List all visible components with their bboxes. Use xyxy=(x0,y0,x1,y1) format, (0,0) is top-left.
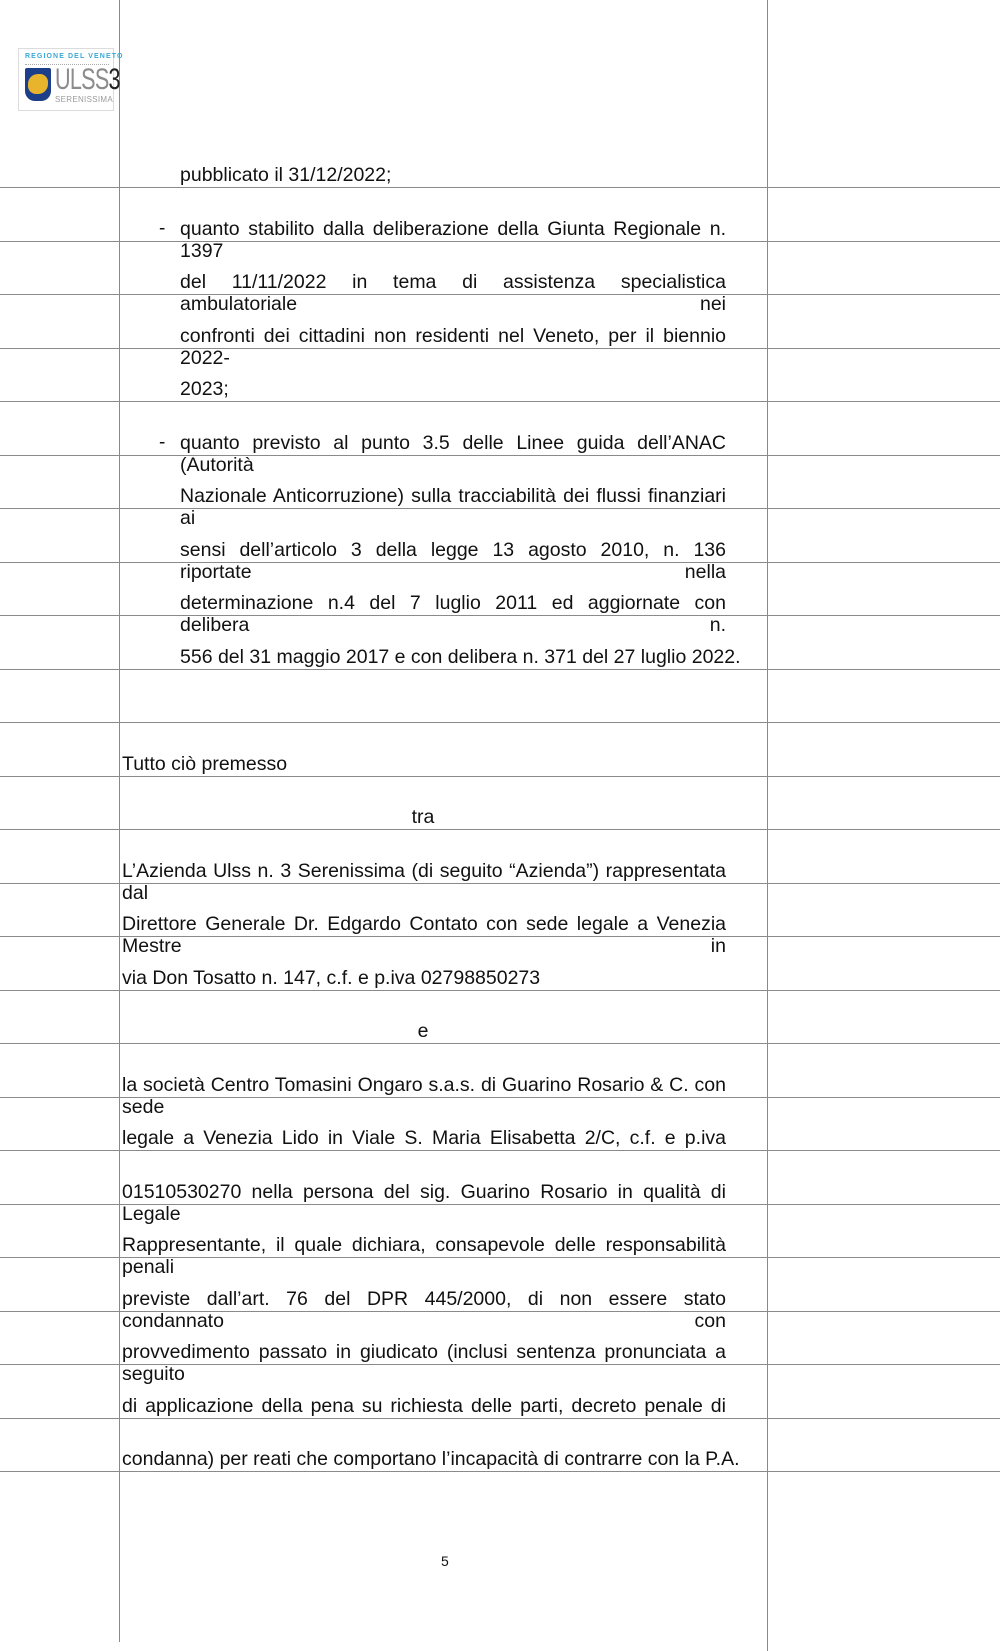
text-line: Tutto ciò premesso xyxy=(122,752,288,775)
ruled-line xyxy=(0,669,1000,670)
ruled-line xyxy=(0,1043,1000,1044)
ruled-line xyxy=(0,1150,1000,1151)
text-line: sensi dell’articolo 3 della legge 13 agosto 2010, n. 136 riportate nella xyxy=(180,538,726,583)
ruled-line xyxy=(0,241,1000,242)
logo-region-text: REGIONE DEL VENETO xyxy=(25,53,124,60)
text-line: del 11/11/2022 in tema di assistenza specialistica ambulatoriale nei xyxy=(180,271,726,315)
text-line: pubblicato il 31/12/2022; xyxy=(180,164,392,186)
text-line: previste dall’art. 76 del DPR 445/2000, di non essere stato condannato con xyxy=(122,1287,726,1332)
ruled-line xyxy=(0,187,1000,188)
text-line: 2023; xyxy=(180,378,229,400)
logo-subtitle: SERENISSIMA xyxy=(55,95,113,104)
text-line: determinazione n.4 del 7 luglio 2011 ed aggiornate con delibera n. xyxy=(180,592,726,636)
ruled-line xyxy=(0,990,1000,991)
ruled-line xyxy=(0,455,1000,456)
text-line: la società Centro Tomasini Ongaro s.a.s. di Guarino Rosario & C. con sede xyxy=(122,1073,726,1118)
ruled-line xyxy=(0,508,1000,509)
text-line: condanna) per reati che comportano l’incapacità di contrarre con la P.A. xyxy=(122,1448,740,1470)
text-line: di applicazione della pena su richiesta delle parti, decreto penale di xyxy=(122,1394,726,1417)
logo-name: ULSS3 xyxy=(55,63,120,96)
ruled-line xyxy=(0,1471,1000,1472)
page-number: 5 xyxy=(441,1553,449,1569)
ruled-line xyxy=(0,348,1000,349)
text-line: quanto stabilito dalla deliberazione della Giunta Regionale n. 1397 xyxy=(180,217,726,262)
lion-crest-icon xyxy=(25,68,51,101)
ruled-line xyxy=(0,829,1000,830)
text-line: Nazionale Anticorruzione) sulla tracciabilità dei flussi finanziari ai xyxy=(180,485,726,529)
ruled-line xyxy=(0,883,1000,884)
ruled-line xyxy=(0,776,1000,777)
ruled-line xyxy=(0,1418,1000,1419)
text-line: quanto previsto al punto 3.5 delle Linee guida dell’ANAC (Autorità xyxy=(180,431,726,476)
text-line: 01510530270 nella persona del sig. Guarino Rosario in qualità di Legale xyxy=(122,1180,726,1225)
text-line: confronti dei cittadini non residenti nel Veneto, per il biennio 2022- xyxy=(180,324,726,369)
centered-connector: tra xyxy=(411,806,435,828)
bullet-dash: - xyxy=(159,431,166,453)
ruled-line xyxy=(0,722,1000,723)
text-line: 556 del 31 maggio 2017 e con delibera n. 371 del 27 luglio 2022. xyxy=(180,645,741,668)
text-line: provvedimento passato in giudicato (inclusi sentenza pronunciata a seguito xyxy=(122,1341,726,1385)
ruled-line xyxy=(0,401,1000,402)
ulss3-logo xyxy=(18,48,124,111)
bullet-dash: - xyxy=(159,217,166,239)
text-line: Rappresentante, il quale dichiara, consapevole delle responsabilità penali xyxy=(122,1234,726,1278)
text-line: Direttore Generale Dr. Edgardo Contato con sede legale a Venezia Mestre in xyxy=(122,913,726,957)
text-line: via Don Tosatto n. 147, c.f. e p.iva 02798850273 xyxy=(122,966,541,989)
text-line: L’Azienda Ulss n. 3 Serenissima (di seguito “Azienda”) rappresentata dal xyxy=(122,859,726,904)
text-line: legale a Venezia Lido in Viale S. Maria Elisabetta 2/C, c.f. e p.iva xyxy=(122,1127,726,1149)
centered-connector: e xyxy=(417,1020,429,1042)
